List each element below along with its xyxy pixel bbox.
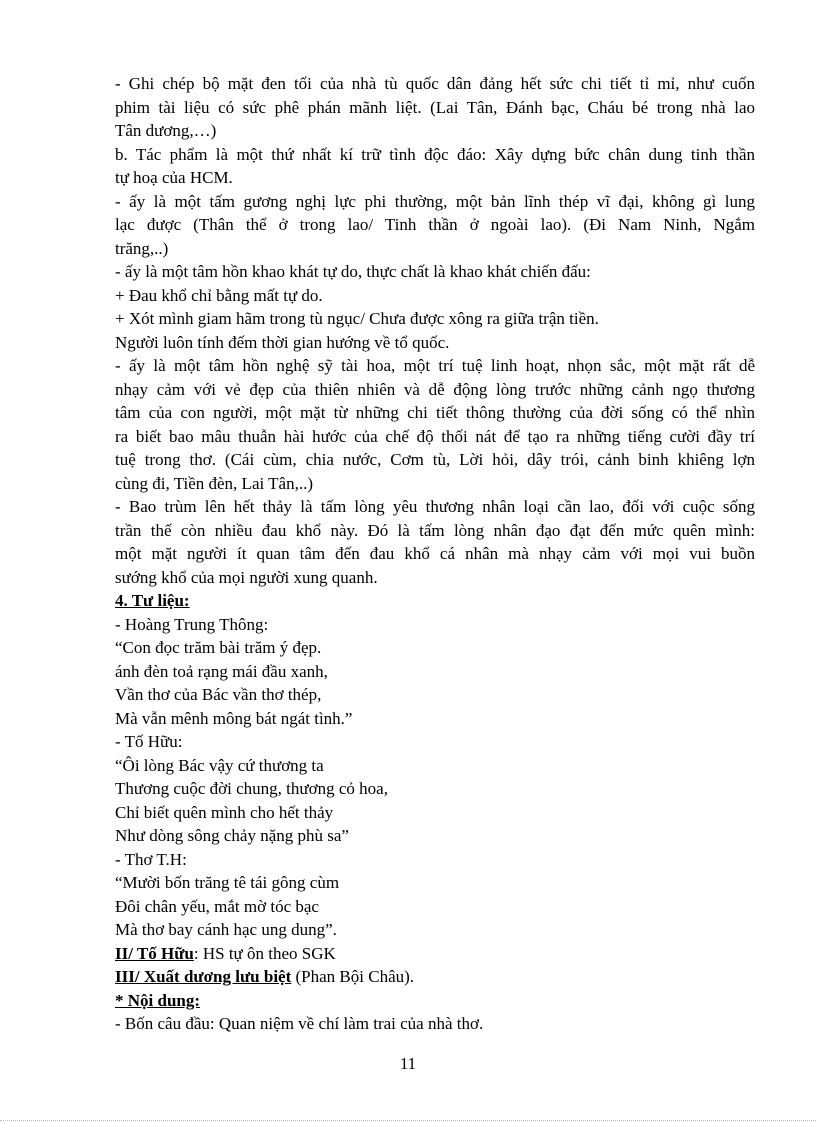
paragraph-line: trần thế còn nhiều đau khổ này. Đó là tấm lòng nhân đạo đạt đến mức quên mình: (115, 520, 755, 540)
page-bottom-border (0, 1120, 816, 1121)
section-2-heading: II/ Tố Hữu (115, 943, 194, 963)
section-2-text: : HS tự ôn theo SGK (193, 943, 336, 963)
quote-line: Thương cuộc đời chung, thương cỏ hoa, (115, 779, 388, 798)
paragraph-line: cùng đi, Tiền đèn, Lai Tân,..) (115, 473, 313, 493)
quote-line: ánh đèn toả rạng mái đầu xanh, (115, 661, 328, 681)
quote-line: “Con đọc trăm bài trăm ý đẹp. (115, 638, 322, 657)
paragraph-line: Người luôn tính đếm thời gian hướng về tổ quốc. (115, 332, 450, 352)
paragraph-line: - Bốn câu đầu: Quan niệm về chí làm trai của nhà thơ. (115, 1014, 484, 1033)
quote-line: “Mười bốn trăng tê tái gông cùm (115, 873, 340, 892)
paragraph-line: trăng,..) (115, 238, 169, 258)
paragraph-line: phim tài liệu có sức phê phán mãnh liệt. (Lai Tân, Đánh bạc, Cháu bé trong nhà lao (115, 97, 755, 117)
paragraph-line: một mặt người ít quan tâm đến đau khổ cá nhân mà nhạy cảm với mọi vui buồn (115, 544, 755, 563)
paragraph-line: tuệ trong thơ. (Cái cùm, chia nước, Cơm tù, Lời hỏi, dây trói, cảnh binh khiêng lợn (115, 450, 755, 469)
paragraph-line: - Ghi chép bộ mặt đen tối của nhà tù quốc dân đảng hết sức chi tiết tỉ mỉ, như cuốn (115, 74, 755, 93)
quote-line: - Tố Hữu: (115, 732, 183, 751)
quote-line: “Ôi lòng Bác vậy cứ thương ta (115, 755, 324, 775)
quote-line: - Thơ T.H: (115, 849, 187, 869)
quote-line: - Hoàng Trung Thông: (115, 614, 269, 634)
quote-line: Đôi chân yếu, mắt mờ tóc bạc (115, 896, 319, 916)
paragraph-line: nhạy cảm với vẻ đẹp của thiên nhiên và dễ động lòng trước những cảnh ngọ thương (115, 379, 755, 399)
paragraph-line: - ấy là một tâm hồn khao khát tự do, thực chất là khao khát chiến đấu: (115, 262, 591, 281)
paragraph-line: tự hoạ của HCM. (115, 168, 233, 187)
document-body (115, 72, 755, 1036)
section-3-text: (Phan Bội Châu). (291, 967, 415, 986)
paragraph-line: - ấy là một tấm gương nghị lực phi thường, một bản lĩnh thép vĩ đại, không gì lung (115, 191, 755, 211)
quote-line: Vần thơ của Bác vần thơ thép, (115, 685, 322, 704)
quote-line: Như dòng sông chảy nặng phù sa” (115, 826, 349, 845)
paragraph-line: lạc được (Thân thể ở trong lao/ Tinh thần ở ngoài lao). (Đi Nam Ninh, Ngắm (115, 215, 755, 234)
paragraph-line: Tân dương,…) (115, 121, 217, 140)
quote-line: Mà vẫn mênh mông bát ngát tình.” (115, 708, 353, 728)
paragraph-line: + Đau khổ chỉ bằng mất tự do. (115, 285, 323, 305)
section-3-line (115, 965, 755, 989)
quote-line: Chỉ biết quên mình cho hết thảy (115, 802, 334, 822)
section-4-heading: 4. Tư liệu: (115, 591, 190, 610)
paragraph-line: tâm của con người, một mặt từ những chi tiết thông thường của đời sống có thể nhìn (115, 403, 755, 422)
paragraph-line: + Xót mình giam hãm trong tù ngục/ Chưa được xông ra giữa trận tiền. (115, 309, 599, 328)
quote-line: Mà thơ bay cánh hạc ung dung”. (115, 920, 337, 939)
page-number: 11 (399, 1054, 417, 1073)
paragraph-line: b. Tác phẩm là một thứ nhất kí trữ tình độc đáo: Xây dựng bức chân dung tinh thần (115, 144, 755, 164)
paragraph-line: sướng khổ của mọi người xung quanh. (115, 567, 378, 587)
paragraph-line: ra biết bao mâu thuẫn hài hước của chế độ thối nát để tạo ra những tiếng cười đầy trí (115, 426, 755, 446)
paragraph-line: - ấy là một tâm hồn nghệ sỹ tài hoa, một trí tuệ linh hoạt, nhọn sắc, một mặt rất dễ (115, 356, 755, 375)
section-2-line (115, 942, 755, 966)
paragraph-line: - Bao trùm lên hết thảy là tấm lòng yêu thương nhân loại cần lao, đối với cuộc sống (115, 497, 755, 516)
section-3-heading: III/ Xuất dương lưu biệt (115, 967, 292, 986)
content-subheading: * Nội dung: (115, 990, 201, 1010)
